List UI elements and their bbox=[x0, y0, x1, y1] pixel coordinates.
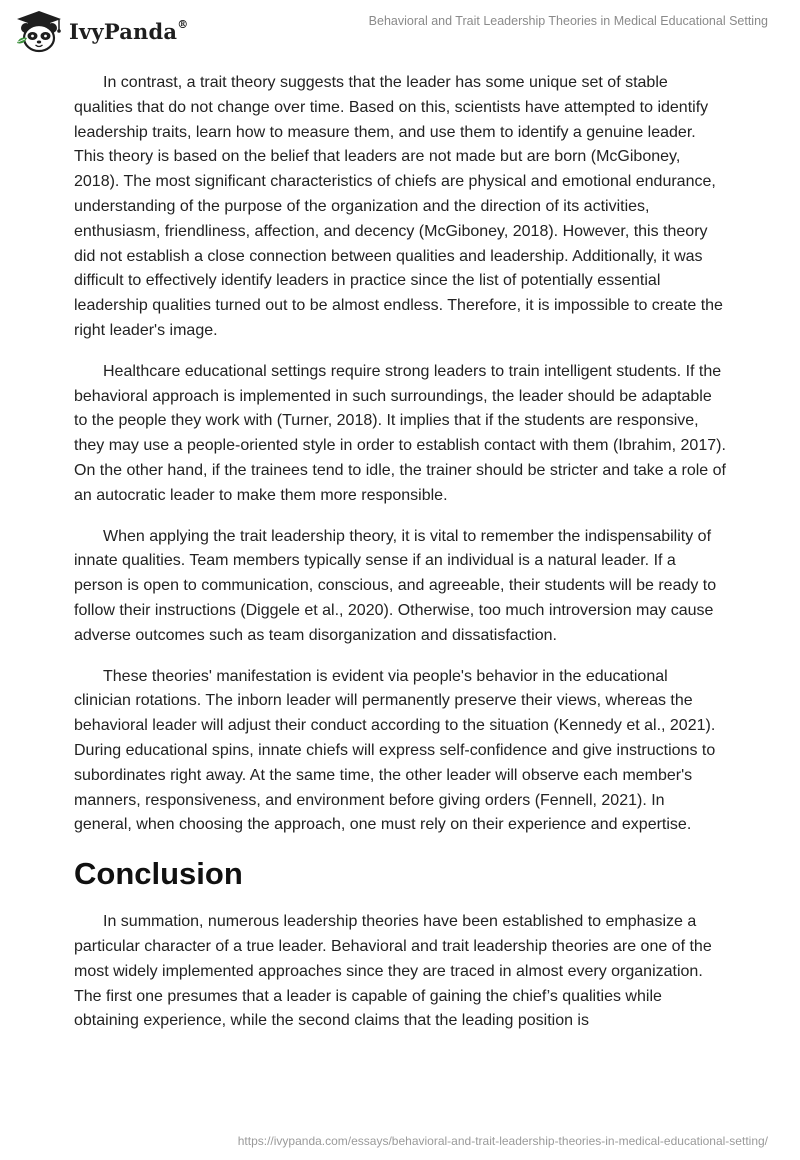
document-title: Behavioral and Trait Leadership Theories in Medical Educational Setting bbox=[368, 14, 768, 28]
registered-mark: ® bbox=[177, 17, 189, 31]
essay-body bbox=[74, 71, 726, 1050]
panda-icon bbox=[14, 9, 64, 53]
paragraph: These theories' manifestation is evident via people's behavior in the educational clinician rotations. The inborn leader will permanently preserve their views, whereas the behavioral leader will adjust their conduct according to the situation (Kennedy et al., 2021). During educational spins, innate chiefs will express self-confidence and give instructions to subordinates right away. At the same time, the other leader will observe each member's manners, responsiveness, and environment before giving orders (Fennell, 2021). In general, when choosing the approach, one must rely on their experience and expertise. bbox=[74, 667, 716, 834]
source-url[interactable]: https://ivypanda.com/essays/behavioral-and-trait-leadership-theories-in-medical-educational-setting/ bbox=[237, 1134, 768, 1148]
page-header bbox=[0, 0, 800, 60]
paragraph: In contrast, a trait theory suggests that the leader has some unique set of stable qualities that do not change over time. Based on this, scientists have attempted to identify leadership traits, learn how to measure them, and use them to identify a genuine leader. This theory is based on the belief that leaders are not made but are born (McGiboney, 2018). The most significant characteristics of chiefs are physical and emotional endurance, understanding of the purpose of the organization and the direction of its activities, enthusiasm, friendliness, affection, and decency (McGiboney, 2018). However, this theory did not establish a close connection between qualities and leadership. Additionally, it was difficult to effectively identify leaders in practice since the list of potentially essential leadership qualities turned out to be almost endless. Therefore, it is impossible to create the right leader's image. bbox=[74, 74, 723, 339]
brand-name bbox=[69, 19, 188, 44]
paragraph: Healthcare educational settings require strong leaders to train intelligent students. If the behavioral approach is implemented in such surroundings, the leader should be adaptable to the people they work with (Turner, 2018). It implies that if the students are responsive, they may use a people-oriented style in order to establish contact with them (Ibrahim, 2017). On the other hand, if the trainees tend to idle, the trainer should be stricter and take a role of an autocratic leader to make them more responsible. bbox=[74, 362, 726, 504]
conclusion-heading: Conclusion bbox=[74, 856, 243, 892]
conclusion-paragraph: In summation, numerous leadership theories have been established to emphasize a particular character of a true leader. Behavioral and trait leadership theories are one of the most widely implemented approaches since they are traced in almost every organization. The first one presumes that a leader is capable of gaining the chief’s qualities while obtaining experience, while the second claims that the leading position is bbox=[74, 913, 712, 1030]
brand-text: IvyPanda bbox=[69, 18, 178, 44]
brand-logo[interactable] bbox=[14, 9, 188, 53]
paragraph: When applying the trait leadership theory, it is vital to remember the indispensability of innate qualities. Team members typically sense if an individual is a natural leader. If a person is open to communication, conscious, and agreeable, their students will be ready to follow their instructions (Diggele et al., 2020). Otherwise, too much introversion may cause adverse outcomes such as team disorganization and dissatisfaction. bbox=[74, 527, 717, 644]
